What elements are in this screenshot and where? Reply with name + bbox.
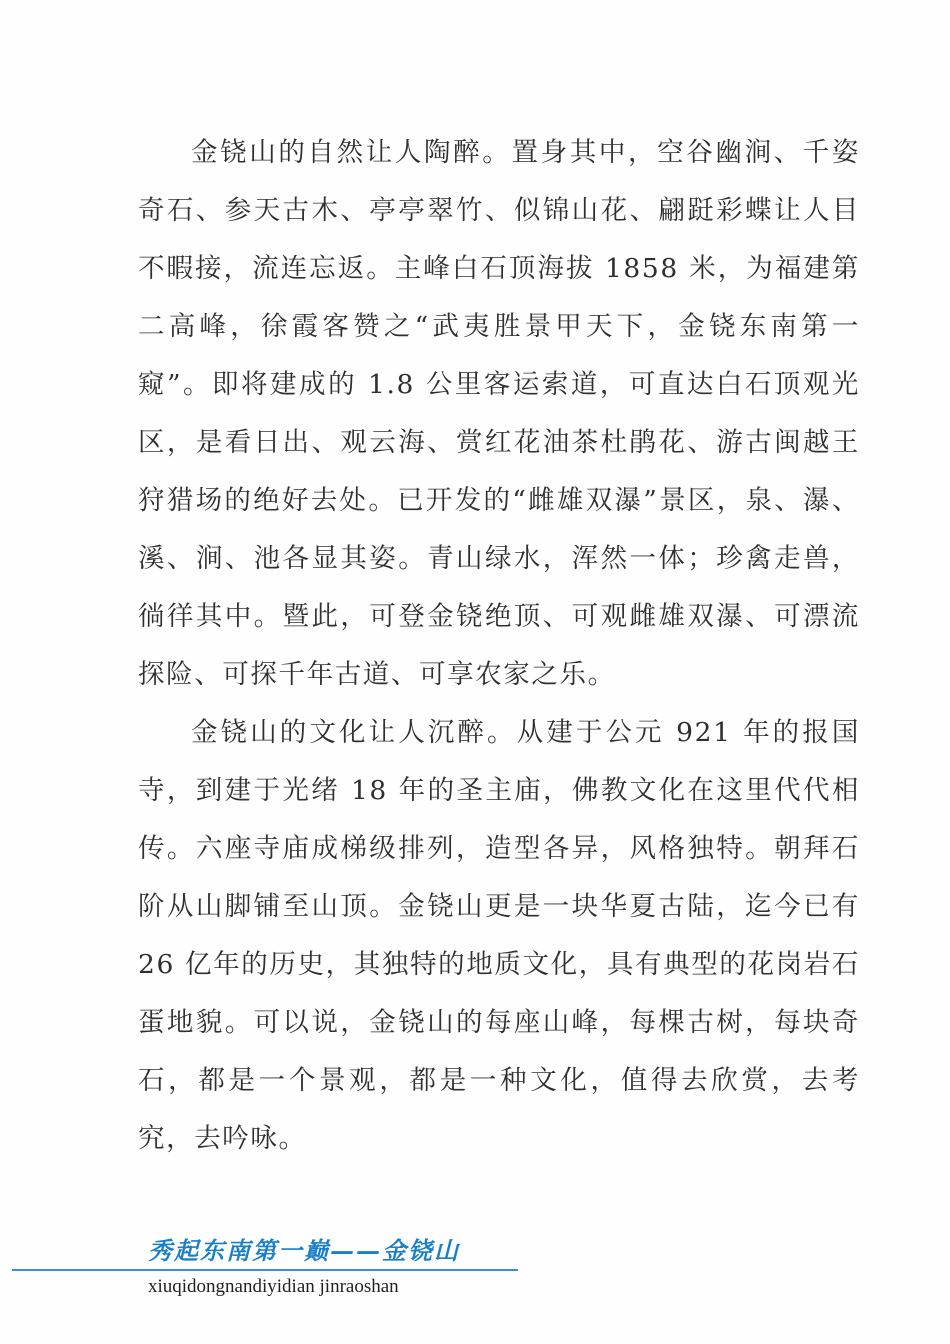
paragraph-nature: 金铙山的自然让人陶醉。置身其中，空谷幽涧、千姿奇石、参天古木、亭亭翠竹、似锦山花、翩跹彩蝶让人目不暇接，流连忘返。主峰白石顶海拔 1858 米，为福建第二高峰，徐霞客赞之“武夷胜景甲天下，金铙东南第一窥”。即将建成的 1.8 公里客运索道，可直达白石顶观光区，是看日出、观云海、赏红花油茶杜鹃花、游古闽越王狩猎场的绝好去处。已开发的“雌雄双瀑”景区，泉、瀑、溪、涧、池各显其姿。青山绿水，浑然一体；珍禽走兽，徜徉其中。暨此，可登金铙绝顶、可观雌雄双瀑、可漂流探险、可探千年古道、可享农家之乐。 [138, 137, 860, 690]
footer-pinyin: xiuqidongnandiyidian jinraoshan [148, 1276, 399, 1297]
footer-title: 秀起东南第一巅——金铙山 [148, 1236, 460, 1265]
paragraph-culture: 金铙山的文化让人沉醉。从建于公元 921 年的报国寺，到建于光绪 18 年的圣主庙，佛教文化在这里代代相传。六座寺庙成梯级排列，造型各异，风格独特。朝拜石阶从山脚铺至山顶。金铙山更是一块华夏古陆，迄今已有 26 亿年的历史，其独特的地质文化，具有典型的花岗岩石蛋地貌。可以说，金铙山的每座山峰，每棵古树，每块奇石，都是一个景观，都是一种文化，值得去欣赏，去考究，去吟咏。 [138, 717, 860, 1154]
body-text [138, 124, 860, 1168]
footer-divider [12, 1269, 518, 1271]
